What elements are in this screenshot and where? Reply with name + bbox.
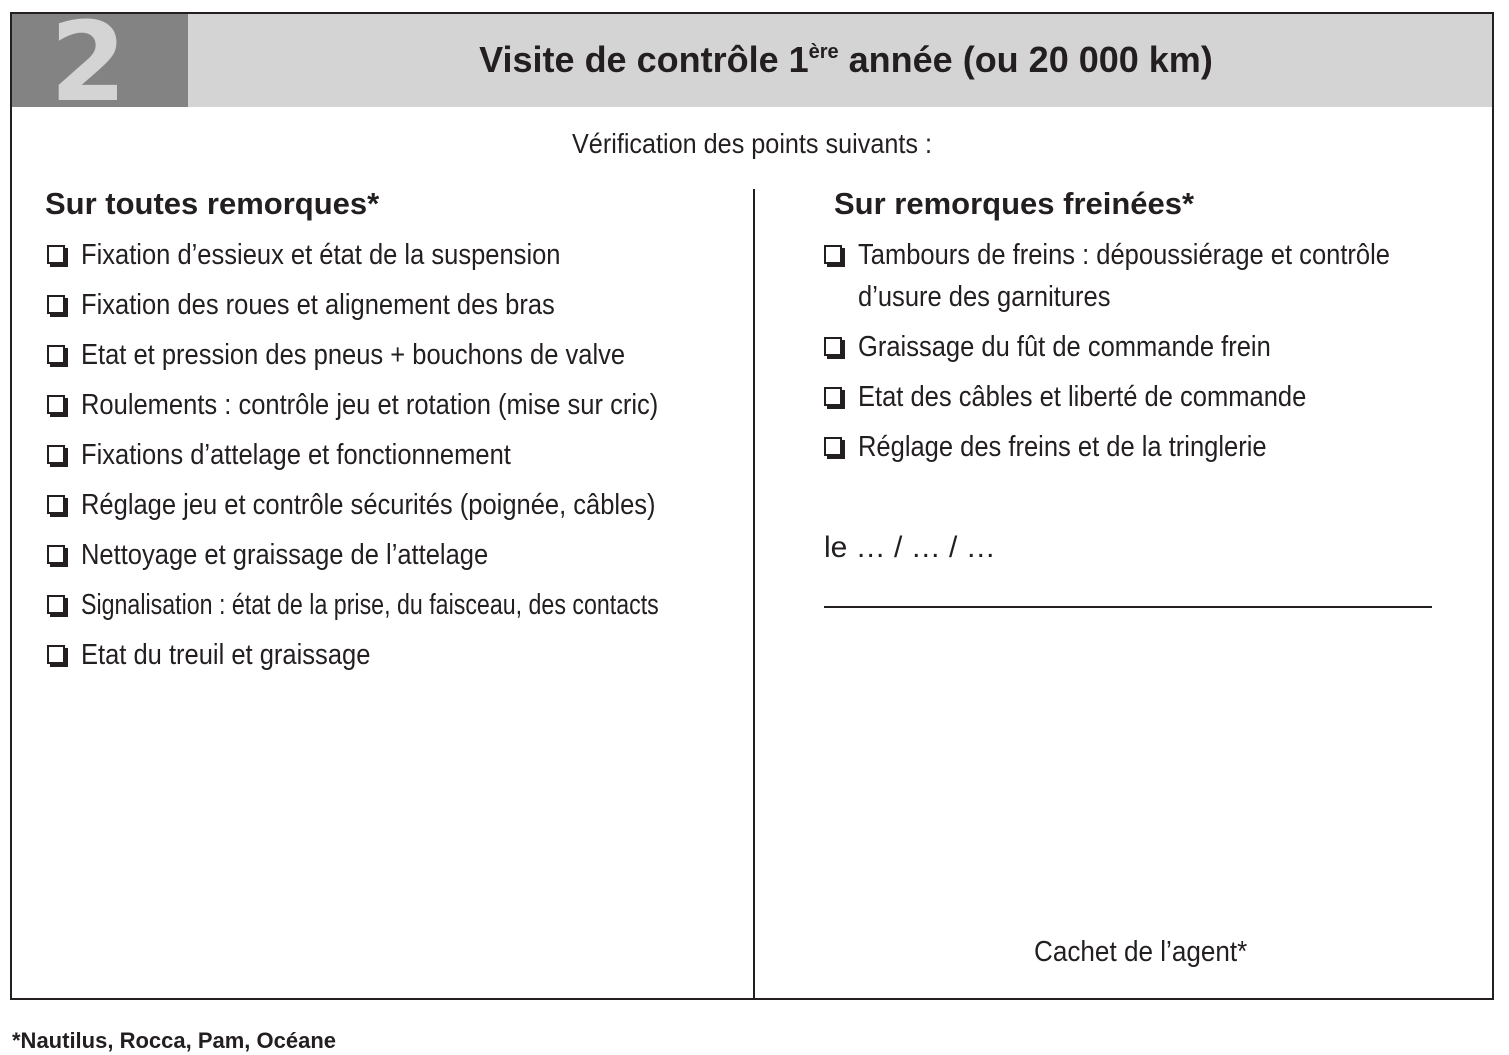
page-title bbox=[188, 38, 1492, 82]
checklist-item[interactable] bbox=[45, 634, 803, 676]
checkbox-icon[interactable] bbox=[824, 387, 842, 406]
checklist-item[interactable] bbox=[45, 234, 803, 276]
checkbox-icon[interactable] bbox=[824, 337, 842, 356]
checklist-item[interactable] bbox=[45, 384, 803, 426]
signature-line[interactable] bbox=[824, 606, 1432, 608]
agent-stamp-label: Cachet de l’agent* bbox=[1034, 936, 1248, 968]
date-field[interactable]: le … / … / … bbox=[824, 531, 996, 564]
checkbox-icon[interactable] bbox=[47, 245, 65, 264]
checklist-item-label: Etat et pression des pneus + bouchons de valve bbox=[81, 339, 626, 371]
right-checklist bbox=[822, 234, 1498, 476]
checklist-item-label: Etat du treuil et graissage bbox=[81, 639, 371, 671]
checklist-item-label: Réglage jeu et contrôle sécurités (poignée, câbles) bbox=[81, 489, 656, 521]
checkbox-icon[interactable] bbox=[47, 545, 65, 564]
checkbox-icon[interactable] bbox=[47, 295, 65, 314]
checklist-item[interactable] bbox=[822, 376, 1498, 418]
checklist-item[interactable] bbox=[822, 426, 1498, 468]
checklist-item[interactable] bbox=[45, 584, 803, 626]
checkbox-icon[interactable] bbox=[47, 395, 65, 414]
card-header bbox=[12, 14, 1492, 107]
footnote: *Nautilus, Rocca, Pam, Océane bbox=[12, 1028, 337, 1053]
left-column-heading: Sur toutes remorques* bbox=[45, 186, 380, 221]
checklist-item-label: Signalisation : état de la prise, du faisceau, des contacts bbox=[81, 589, 659, 621]
title-text-end: année (ou 20 000 km) bbox=[838, 39, 1213, 80]
checklist-item[interactable] bbox=[822, 234, 1498, 318]
checkbox-icon[interactable] bbox=[47, 595, 65, 614]
maintenance-card bbox=[10, 12, 1494, 1000]
checkbox-icon[interactable] bbox=[47, 645, 65, 664]
checkbox-icon[interactable] bbox=[47, 345, 65, 364]
checklist-item[interactable] bbox=[45, 334, 803, 376]
checkbox-icon[interactable] bbox=[824, 437, 842, 456]
step-number: 2 bbox=[50, 14, 127, 107]
checklist-item[interactable] bbox=[822, 326, 1498, 368]
checklist-item-label: Fixation des roues et alignement des bras bbox=[81, 289, 555, 321]
left-checklist bbox=[45, 234, 803, 684]
checkbox-icon[interactable] bbox=[47, 495, 65, 514]
checklist-item[interactable] bbox=[45, 534, 803, 576]
checklist-item-label: Nettoyage et graissage de l’attelage bbox=[81, 539, 489, 571]
title-text-start: Visite de contrôle 1 bbox=[479, 39, 809, 80]
checklist-intro: Vérification des points suivants : bbox=[572, 128, 932, 159]
checklist-item[interactable] bbox=[45, 434, 803, 476]
right-column-heading: Sur remorques freinées* bbox=[834, 186, 1195, 221]
title-superscript: ère bbox=[808, 41, 839, 63]
checklist-item-label: Fixation d’essieux et état de la suspension bbox=[81, 239, 561, 271]
checkbox-icon[interactable] bbox=[47, 445, 65, 464]
checklist-item-label: Fixations d’attelage et fonctionnement bbox=[81, 439, 511, 471]
checklist-item-label: Graissage du fût de commande frein bbox=[858, 331, 1271, 363]
checklist-item-label: Réglage des freins et de la tringlerie bbox=[858, 431, 1267, 463]
checklist-item-label: Etat des câbles et liberté de commande bbox=[858, 381, 1307, 413]
checklist-item[interactable] bbox=[45, 284, 803, 326]
checklist-item[interactable] bbox=[45, 484, 803, 526]
checklist-item-label: Roulements : contrôle jeu et rotation (mise sur cric) bbox=[81, 389, 659, 421]
checkbox-icon[interactable] bbox=[824, 245, 842, 264]
checklist-item-label: Tambours de freins : dépoussiérage et contrôle d’usure des garnitures bbox=[858, 239, 1390, 313]
step-number-box bbox=[12, 14, 188, 107]
